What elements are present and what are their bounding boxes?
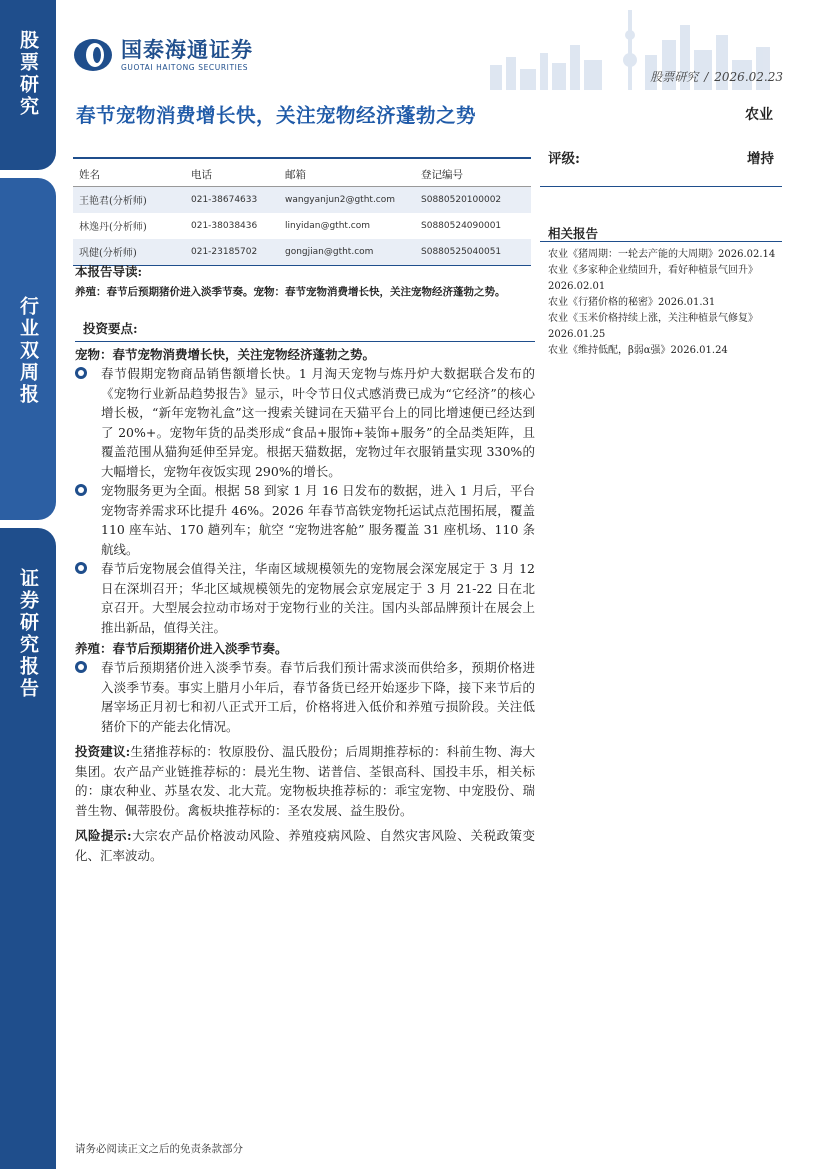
bullet-point — [75, 658, 535, 736]
guide-title: 本报告导读: — [75, 264, 143, 279]
analyst-table — [73, 164, 531, 266]
bullet-icon — [75, 562, 87, 574]
related-reports-list — [548, 247, 798, 359]
bullet-text: 春节后宠物展会值得关注，华南区域规模领先的宠物展会深宠展定于 3 月 12 日在深圳召开；华北区域规模领先的宠物展会京宠展定于 3 月 21-22 日在北京召开。大型展会拉动市场对于宠物行业的关注。国内头部品牌预计在展会上推出新品，值得关注。 — [101, 561, 535, 635]
analyst-reg: S0880520100002 — [415, 187, 531, 214]
advice-label: 投资建议: — [75, 744, 131, 759]
analyst-email[interactable]: gongjian@gtht.com — [279, 239, 415, 266]
bullet-point — [75, 364, 535, 481]
points-divider — [75, 341, 535, 342]
bullet-icon — [75, 367, 87, 379]
logo-name-cn: 国泰海通证券 — [121, 37, 253, 62]
risk-warning — [75, 826, 535, 865]
bullet-text: 春节假期宠物商品销售额增长快。1 月淘天宠物与炼丹炉大数据联合发布的《宠物行业新品趋势报告》显示，叶令节日仪式感消费已成为“它经济”的核心增长极，“新年宠物礼盒”这一搜索关键词在天猫平台上的同比增速便已经达到了 20%+。宠物年货的品类形成“食品+服饰+装饰+服务”的全品类矩阵，且覆盖范围从猫狗延伸至异宠。根据天猫数据，宠物过年衣服销量实现 330%的大幅增长，宠物年夜饭实现 290%的增长。 — [101, 366, 535, 479]
related-reports-title: 相关报告 — [548, 226, 599, 241]
related-report-item[interactable]: 农业《猪周期：一轮去产能的大周期》2026.02.14 — [548, 249, 776, 260]
main-content — [75, 262, 535, 865]
disclaimer-footer: 请务必阅读正文之后的免责条款部分 — [75, 1143, 243, 1155]
guide-text: 养殖：春节后预期猪价进入淡季节奏。宠物：春节宠物消费增长快，关注宠物经济蓬勃之势。 — [75, 286, 506, 298]
rating-value: 增持 — [747, 151, 774, 167]
report-meta — [644, 68, 783, 85]
analyst-name: 林逸丹(分析师) — [79, 222, 147, 233]
report-title: 春节宠物消费增长快，关注宠物经济蓬勃之势 — [76, 104, 477, 127]
bullet-text: 宠物服务更为全面。根据 58 到家 1 月 16 日发布的数据，进入 1 月后，平台宠物寄养需求环比提升 46%。2026 年春节高铁宠物托运试点范围拓展，覆盖 110 座车站、170 趟列车；航空 “宠物进客舱” 服务覆盖 31 座机场、110 条航线。 — [101, 483, 535, 557]
analyst-name: 巩健(分析师) — [73, 239, 185, 266]
sector-label: 农业 — [745, 107, 773, 123]
col-reg-number: 登记编号 — [415, 164, 531, 187]
separator: / — [704, 70, 709, 84]
table-row — [73, 213, 531, 239]
risk-text: 大宗农产品价格波动风险、养殖疫病风险、自然灾害风险、关税政策变化、汇率波动。 — [75, 828, 535, 863]
analyst-reg: S0880524090001 — [421, 220, 502, 231]
bullet-point — [75, 559, 535, 637]
col-name: 姓名 — [73, 164, 185, 187]
bullet-point — [75, 481, 535, 559]
analyst-name: 王艳君(分析师) — [73, 187, 185, 214]
related-report-item[interactable]: 农业《多家种企业绩回升，看好种植景气回升》2026.02.01 — [548, 265, 758, 292]
related-divider — [540, 241, 782, 242]
section-heading-pets: 宠物：春节宠物消费增长快，关注宠物经济蓬勃之势。 — [75, 347, 376, 362]
related-report-item[interactable]: 农业《维持低配，β弱α强》2026.01.24 — [548, 345, 728, 356]
table-header — [73, 164, 531, 187]
analyst-email[interactable]: linyidan@gtht.com — [285, 220, 371, 231]
side-label-stock-research: 股票研究 — [0, 0, 56, 170]
analyst-email[interactable]: wangyanjun2@gtht.com — [279, 187, 415, 214]
logo-icon — [73, 38, 113, 72]
table-row — [73, 187, 531, 214]
col-email: 邮箱 — [279, 164, 415, 187]
side-label-securities-report: 证券研究报告 — [0, 528, 56, 1169]
logo-name-en: GUOTAI HAITONG SECURITIES — [121, 62, 249, 72]
bullet-icon — [75, 661, 87, 673]
related-report-item[interactable]: 农业《玉米价格持续上涨，关注种植景气修复》2026.01.25 — [548, 313, 758, 340]
analyst-phone: 021-38038436 — [191, 220, 258, 231]
col-phone: 电话 — [185, 164, 279, 187]
section-heading-breeding: 养殖：春节后预期猪价进入淡季节奏。 — [75, 641, 288, 656]
company-logo — [73, 38, 253, 72]
analyst-phone: 021-38674633 — [185, 187, 279, 214]
analyst-phone: 021-23185702 — [185, 239, 279, 266]
rating-label: 评级: — [548, 151, 580, 167]
report-type: 股票研究 — [650, 70, 699, 84]
advice-text: 生猪推荐标的：牧原股份、温氏股份；后周期推荐标的：科前生物、海大集团。农产品产业链推荐标的：晨光生物、诺普信、荃银高科、国投丰乐，相关标的：康农种业、苏垦农发、北大荒。宠物板块推荐标的：乖宝宠物、中宠股份、瑞普生物、佩蒂股份。禽板块推荐标的：圣农发展、益生股份。 — [75, 744, 535, 818]
risk-label: 风险提示: — [75, 828, 132, 843]
related-report-item[interactable]: 农业《行猪价格的秘密》2026.01.31 — [548, 297, 716, 308]
points-title: 投资要点: — [83, 321, 138, 336]
side-band — [0, 0, 56, 1169]
investment-advice — [75, 742, 535, 820]
title-divider — [73, 157, 531, 159]
report-date: 2026.02.23 — [714, 70, 783, 84]
side-label-biweekly: 行业双周报 — [0, 178, 56, 520]
bullet-text: 春节后预期猪价进入淡季节奏。春节后我们预计需求淡而供给多，预期价格进入淡季节奏。事实上腊月小年后，春节备货已经开始逐步下降，接下来节后的屠宰场正月初七和初八正式开工后，价格将进入低价和养殖亏损阶段。关注低猪价下的产能去化情况。 — [101, 660, 535, 734]
analyst-reg: S0880525040051 — [415, 239, 531, 266]
rating-divider — [540, 186, 782, 187]
bullet-icon — [75, 484, 87, 496]
